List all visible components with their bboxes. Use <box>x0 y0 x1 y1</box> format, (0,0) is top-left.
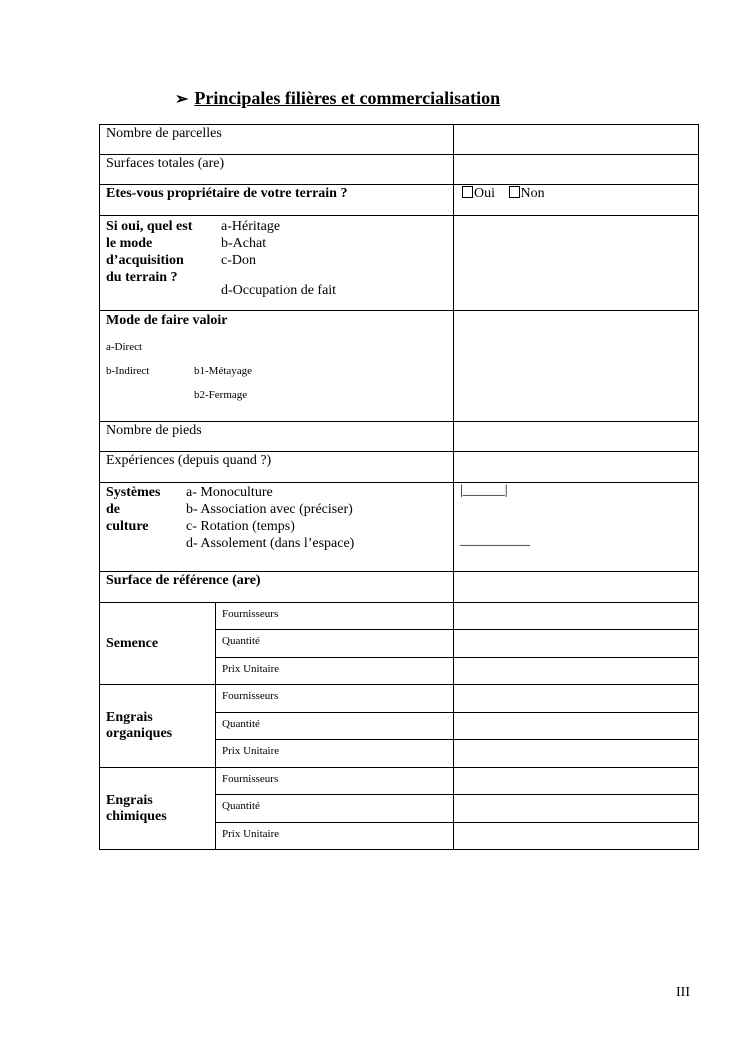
row-systemes <box>100 483 699 572</box>
label-proprietaire: Etes-vous propriétaire de votre terrain ? <box>100 185 454 216</box>
sublabel-quantite: Quantité <box>216 795 454 823</box>
sublabel-fournisseurs: Fournisseurs <box>216 768 454 795</box>
sublabel-prix-unitaire: Prix Unitaire <box>216 740 454 768</box>
row-semence-fournisseurs <box>100 603 699 630</box>
blank-line: __________ <box>460 533 530 548</box>
field-acquisition[interactable] <box>454 216 699 311</box>
option-heritage: a-Héritage <box>221 219 281 234</box>
field-proprietaire <box>454 185 699 216</box>
survey-table <box>99 124 699 850</box>
label-engrais-organiques: Engrais organiques <box>100 685 216 768</box>
row-chimiques-fournisseurs <box>100 768 699 795</box>
option-assolement: d- Assolement (dans l’espace) <box>186 536 355 551</box>
label-engrais-chimiques: Engrais chimiques <box>100 768 216 850</box>
row-proprietaire <box>100 185 699 216</box>
page-number: III <box>676 985 690 1000</box>
section-title-text: Principales filières et commercialisation <box>194 88 501 108</box>
label-systemes: Systèmes de culture a- Monoculture b- Association avec (préciser) c- Rotation (temps) d- Assolement (dans l’espace) <box>100 483 454 572</box>
row-acquisition <box>100 216 699 311</box>
field-systemes[interactable] <box>454 483 699 572</box>
field-chimiques-prix[interactable] <box>454 823 699 850</box>
label-surfaces: Surfaces totales (are) <box>100 155 454 185</box>
row-experiences <box>100 452 699 483</box>
label-experiences: Expériences (depuis quand ?) <box>100 452 454 483</box>
option-occupation: d-Occupation de fait <box>221 283 337 298</box>
row-organiques-fournisseurs <box>100 685 699 713</box>
label-pieds: Nombre de pieds <box>100 422 454 452</box>
field-parcelles[interactable] <box>454 125 699 155</box>
sublabel-fournisseurs: Fournisseurs <box>216 685 454 713</box>
row-surface-ref <box>100 572 699 603</box>
non-label: Non <box>520 186 545 201</box>
label-semence: Semence <box>100 603 216 685</box>
sublabel-prix-unitaire: Prix Unitaire <box>216 823 454 850</box>
option-don: c-Don <box>221 253 256 268</box>
field-organiques-prix[interactable] <box>454 740 699 768</box>
field-chimiques-fournisseurs[interactable] <box>454 768 699 795</box>
option-direct: a-Direct <box>106 341 143 353</box>
sublabel-quantite: Quantité <box>216 630 454 658</box>
blank-box: |______| <box>460 483 508 498</box>
oui-label: Oui <box>474 186 495 201</box>
field-experiences[interactable] <box>454 452 699 483</box>
section-title <box>175 88 500 109</box>
option-association: b- Association avec (préciser) <box>186 502 353 517</box>
row-parcelles <box>100 125 699 155</box>
field-pieds[interactable] <box>454 422 699 452</box>
arrow-bullet-icon: ➢ <box>175 91 189 108</box>
sublabel-prix-unitaire: Prix Unitaire <box>216 658 454 685</box>
label-parcelles: Nombre de parcelles <box>100 125 454 155</box>
label-surface-ref: Surface de référence (are) <box>100 572 454 603</box>
field-faire-valoir[interactable] <box>454 311 699 422</box>
field-chimiques-quantite[interactable] <box>454 795 699 823</box>
sublabel-quantite: Quantité <box>216 713 454 740</box>
row-surfaces <box>100 155 699 185</box>
non-checkbox[interactable] <box>509 186 520 198</box>
sublabel-fournisseurs: Fournisseurs <box>216 603 454 630</box>
row-faire-valoir <box>100 311 699 422</box>
field-semence-prix[interactable] <box>454 658 699 685</box>
field-surfaces[interactable] <box>454 155 699 185</box>
option-indirect: b-Indirect <box>106 365 150 377</box>
field-organiques-fournisseurs[interactable] <box>454 685 699 713</box>
label-faire-valoir: Mode de faire valoir a-Direct b-Indirect b1-Métayage b2-Fermage <box>100 311 454 422</box>
oui-checkbox[interactable] <box>462 186 473 198</box>
field-surface-ref[interactable] <box>454 572 699 603</box>
field-semence-quantite[interactable] <box>454 630 699 658</box>
row-pieds <box>100 422 699 452</box>
label-acquisition: Si oui, quel est le mode d’acquisition du terrain ? a-Héritage b-Achat c-Don d-Occupation de fait <box>100 216 454 311</box>
option-rotation: c- Rotation (temps) <box>186 519 295 534</box>
field-organiques-quantite[interactable] <box>454 713 699 740</box>
option-metayage: b1-Métayage <box>194 365 253 377</box>
option-monoculture: a- Monoculture <box>186 485 273 500</box>
option-achat: b-Achat <box>221 236 267 251</box>
option-fermage: b2-Fermage <box>194 389 248 401</box>
field-semence-fournisseurs[interactable] <box>454 603 699 630</box>
